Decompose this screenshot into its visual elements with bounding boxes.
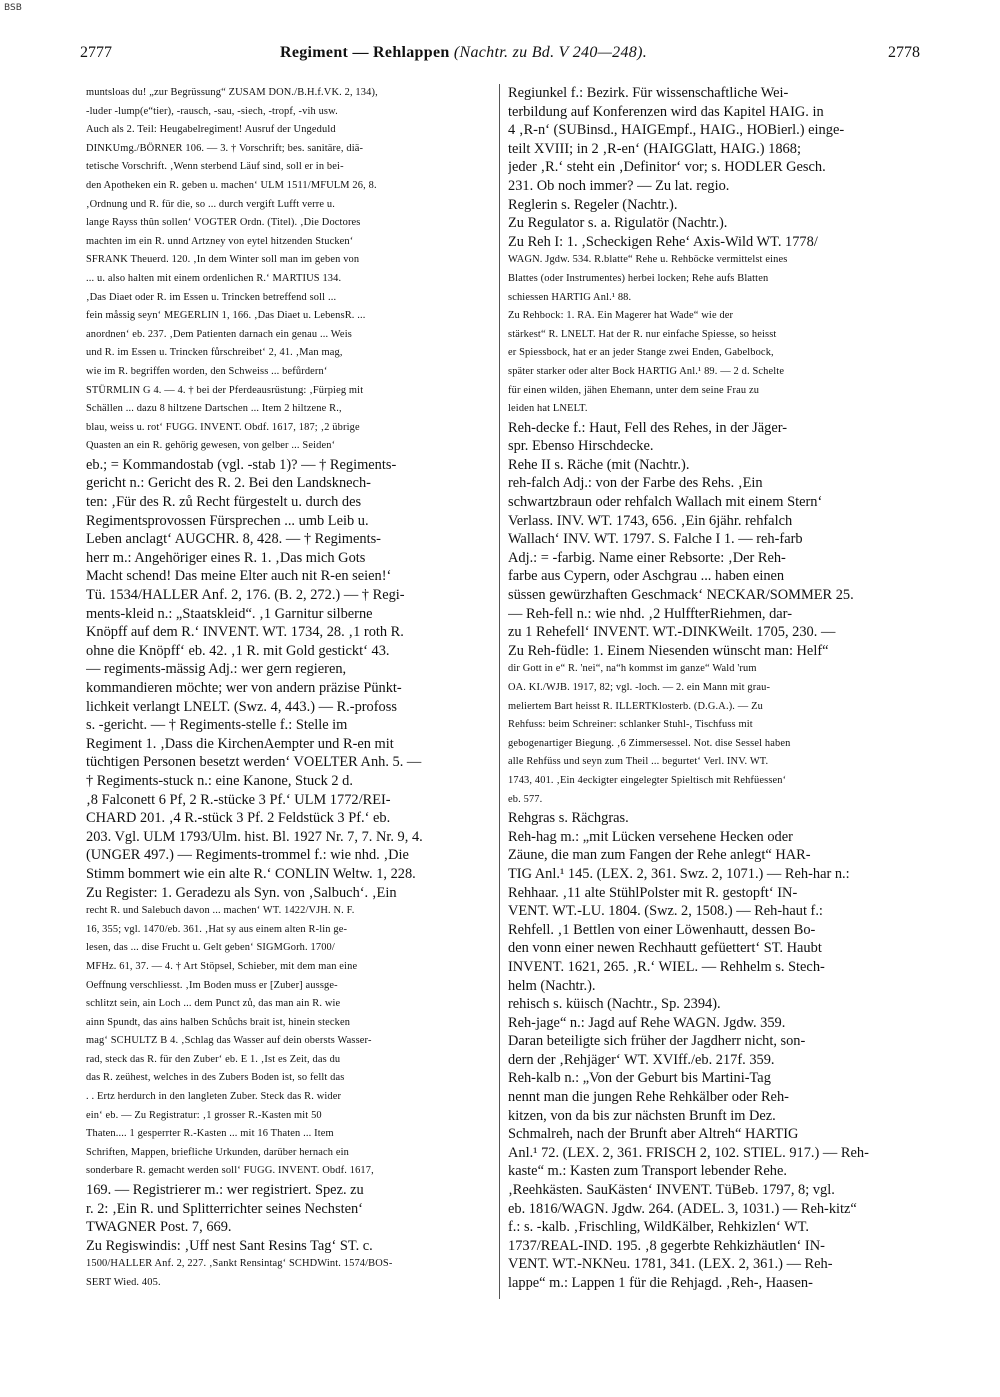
left-column-text-line: ... u. also halten mit einem ordenlichen R.‘ MARTIUS 134. <box>86 272 342 284</box>
left-column-text-line: 16, 355; vgl. 1470/eb. 361. ‚Hat sy aus einem alten R-lin ge- <box>86 923 348 935</box>
left-column-text-line: Macht schend! Das meine Elter auch nit R-en seien!‘ <box>86 568 392 585</box>
left-column-text-line: Stimm bommert wie ein alte R.‘ CONLIN Weltw. 1, 228. <box>86 865 416 882</box>
right-column-text-line: schwartzbraun oder rehfalch Wallach mit einem Stern‘ <box>508 494 823 511</box>
right-column-text-line: teilt XVIII; in 2 ‚R-en‘ (HAIGGlatt, HAIG.) 1868; <box>508 140 801 157</box>
right-column-text-line: Rehe II s. Räche (mit (Nachtr.). <box>508 456 690 473</box>
right-column-text-line: lappe“ m.: Lappen 1 für die Rehjagd. ‚Reh-, Haasen- <box>508 1275 813 1291</box>
left-column-text-line: 1500/HALLER Anf. 2, 227. ‚Sankt Rensintag‘ SCHDWint. 1574/BOS- <box>86 1258 393 1270</box>
left-column-text-line: kommandieren möchte; wer von andern präzise Pünkt- <box>86 680 402 696</box>
left-column-text-line: Zu Regiswindis: ‚Uff nest Sant Resins Tag‘ ST. c. <box>86 1237 373 1254</box>
right-column-text-line: süssen gewürzhaften Geschmack‘ NECKAR/SOMMER 25. <box>508 587 854 604</box>
right-column-text-line: terbildung auf Konferenzen wird das Kapitel HAIG. in <box>508 103 824 120</box>
right-column-text-line: — Reh-fell n.: wie nhd. ‚2 HulffterRiehmen, dar- <box>508 605 792 622</box>
right-column-text-line: Adj.: = -farbig. Name einer Rebsorte: ‚Der Reh- <box>508 549 786 566</box>
right-column-text-line: Verlass. INV. WT. 1743, 656. ‚Ein 6jähr. rehfalch <box>508 512 793 529</box>
left-column-text-line: ments-kleid n.: „Staatskleid“. ‚1 Garnitur silberne <box>86 605 373 622</box>
right-column-text-line: reh-falch Adj.: von der Farbe des Rehs. ‚Ein <box>508 475 763 492</box>
left-column-text-line: Quasten an ein R. gehörig gewesen, von gelber ... Seiden‘ <box>86 440 336 452</box>
right-column-text-line: später starker oder alter Bock HARTIG Anl.¹ 89. — 2 d. Schelte <box>508 365 785 377</box>
right-column-text-line: eb. 1816/WAGN. Jgdw. 264. (ADEL. 3, 1031.) — Reh-kitz“ <box>508 1200 857 1217</box>
right-column-text-line: Wallach‘ INV. WT. 1797. S. Falche I 1. — reh-farb <box>508 531 803 548</box>
right-column-text-line: Daran beteiligte sich früher der Jagdherr nicht, son- <box>508 1033 806 1050</box>
left-column-text-line: tetische Vorschrift. ‚Wenn sterbend Läuf sind, soll er in bei- <box>86 161 344 173</box>
right-column-text-line: Reh-decke f.: Haut, Fell des Rehes, in der Jäger- <box>508 419 788 436</box>
left-column-text-line: eb.; = Kommandostab (vgl. -stab 1)? — † Regiments- <box>86 456 397 473</box>
right-column-text-line: Rehfuss: beim Schreiner: schlanker Stuhl-, Tischfuss mit <box>508 719 753 731</box>
right-column-text-line: Rehgras s. Rächgras. <box>508 810 629 827</box>
left-column-text-line: Knöpff auf dem R.‘ INVENT. WT. 1734, 28. ‚1 roth R. <box>86 624 404 641</box>
right-column-text-line: VENT. WT.-LU. 1804. (Swz. 2, 1508.) — Reh-haut f.: <box>508 903 823 920</box>
left-column-text-line: anordnen‘ eb. 237. ‚Dem Patienten darnach ein genau ... Weis <box>86 328 352 340</box>
right-column-text-line: WAGN. Jgdw. 534. R.blatte“ Rehe u. Rehböcke vermittelst eines <box>508 254 788 266</box>
left-column-text-line: SFRANK Theuerd. 120. ‚In dem Winter soll man im geben von <box>86 254 360 266</box>
right-column-text-line: kitzen, von da bis zur nächsten Brunft im Dez. <box>508 1107 776 1124</box>
page-number-left: 2777 <box>80 44 112 61</box>
left-column-text-line: recht R. und Salebuch davon ... machen‘ WT. 1422/VJH. N. F. <box>86 905 355 917</box>
right-column-text-line: nennt man die jungen Rehe Rehkälber oder Reh- <box>508 1089 789 1106</box>
left-column-text-line: wie im R. begriffen worden, den Schweiss ... befůrdern‘ <box>86 365 328 377</box>
right-column-text-line: Reh-jage“ n.: Jagd auf Rehe WAGN. Jgdw. 359. <box>508 1014 786 1031</box>
running-title-subtitle: (Nachtr. zu Bd. V 240—248). <box>453 44 648 61</box>
right-column <box>508 84 918 1293</box>
right-column-text-line: eb. 577. <box>508 793 543 805</box>
left-column-text-line: ainn Spundt, das ains halben Schůchs brait ist, hinein stecken <box>86 1016 351 1028</box>
column-divider <box>499 84 500 1299</box>
right-column-text-line: kaste“ m.: Kasten zum Transport lebender Rehe. <box>508 1163 787 1180</box>
left-column-text-line: Regimentsprovossen Fürsprechen ... umb Leib u. <box>86 512 369 529</box>
left-column-text-line: tüchtigen Personen besetzt werden‘ VOELTER Anh. 5. — <box>86 754 422 771</box>
right-column-text-line: Reglerin s. Regeler (Nachtr.). <box>508 196 678 213</box>
left-column-text-line: herr m.: Angehöriger eines R. 1. ‚Das mich Gots <box>86 549 366 566</box>
right-column-text-line: Rehhaar. ‚11 alte StühlPolster mit R. gestopft‘ IN- <box>508 884 798 901</box>
left-column-text-line: mag‘ SCHULTZ B 4. ‚Schlag das Wasser auf dein obersts Wasser- <box>86 1035 372 1047</box>
right-column-text-line: ‚Reehkästen. SauKästen‘ INVENT. TüBeb. 1797, 8; vgl. <box>508 1182 835 1199</box>
page-number-right: 2778 <box>888 44 920 61</box>
left-column-text-line: muntsloas du! „zur Begrüssung“ ZUSAM DON./B.H.f.VK. 2, 134), <box>86 87 378 98</box>
left-column-text-line: Thaten.... 1 gesperrter R.-Kasten ... mit 16 Thaten ... Item <box>86 1128 334 1140</box>
left-column-text-line: Auch als 2. Teil: Heugabelregiment! Ausruf der Ungeduld <box>86 124 336 136</box>
right-column-text-line: Schmalreh, nach der Brunft aber Altreh“ HARTIG <box>508 1126 799 1143</box>
running-title <box>280 44 647 62</box>
left-column-text-line: r. 2: ‚Ein R. und Splitterrichter seines Nechsten‘ <box>86 1200 363 1217</box>
left-column-text-line: ‚Ordnung und R. für die, so ... durch vergift Lufft verre u. <box>86 198 335 210</box>
left-column-text-line: MFHz. 61, 37. — 4. † Art Stöpsel, Schieber, mit dem man eine <box>86 960 358 972</box>
right-column-text-line: Regiunkel f.: Bezirk. Für wissenschaftliche Wei- <box>508 85 789 101</box>
left-column-text-line: das R. zeühest, welches in des Zubers Boden ist, so fellt das <box>86 1072 345 1084</box>
left-column-text-line: ohne die Knöpff‘ eb. 42. ‚1 R. mit Gold gestickt‘ 43. <box>86 642 390 659</box>
right-column-text-line: den vonn einer newen Rechhautt gefüettert‘ ST. Haubt <box>508 940 822 957</box>
right-column-text-line: stärkest“ R. LNELT. Hat der R. nur einfache Spiesse, so heisst <box>508 328 777 340</box>
left-column-text-line: lange Rayss thûn sollen‘ VOGTER Ordn. (Titel). ‚Die Doctores <box>86 217 361 229</box>
left-column-text-line: CHARD 201. ‚4 R.-stück 3 Pf. 2 Feldstück 3 Pf.‘ eb. <box>86 810 391 827</box>
right-column-text-line: 4 ‚R-n‘ (SUBinsd., HAIGEmpf., HAIG., HOBierl.) einge- <box>508 122 845 139</box>
left-column-text-line: — regiments-mässig Adj.: wer gern regieren, <box>86 661 347 678</box>
left-column <box>86 84 494 1293</box>
left-column-text-line: den Apotheken ein R. geben u. machen‘ ULM 1511/MFULM 26, 8. <box>86 179 377 191</box>
left-column-text-line: Zu Register: 1. Geradezu als Syn. von ‚Salbuch‘. ‚Ein <box>86 884 397 901</box>
right-column-text-line: meliertem Bart heisst R. ILLERTKlosterb. (D.G.A.). — Zu <box>508 700 763 712</box>
right-column-text-line: Rehfell. ‚1 Bettlen von einer Löwenhautt, dessen Bo- <box>508 921 816 938</box>
right-column-text-line: INVENT. 1621, 265. ‚R.‘ WIEL. — Rehhelm s. Stech- <box>508 958 825 975</box>
left-column-text-line: Regiment 1. ‚Dass die KirchenAempter und R-en mit <box>86 735 394 752</box>
right-column-text-line: alle Rehfüss und seyn zum Theil ... begurtet‘ Verl. INV. WT. <box>508 756 769 768</box>
left-column-text-line: Schällen ... dazu 8 hiltzene Dartschen ... Item 2 hiltzene R., <box>86 403 342 415</box>
right-column-text-line: 231. Ob noch immer? — Zu lat. regio. <box>508 177 730 194</box>
left-column-text-line: STÜRMLIN G 4. — 4. † bei der Pferdeausrüstung: ‚Fürpieg mit <box>86 384 364 396</box>
right-column-text-line: zu 1 Rehefell‘ INVENT. WT.-DINKWeilt. 1705, 230. — <box>508 624 836 641</box>
left-column-text-line: blau, weiss u. rot‘ FUGG. INVENT. Obdf. 1617, 187; ‚2 übrige <box>86 421 360 433</box>
left-column-text-line: Tü. 1534/HALLER Anf. 2, 176. (B. 2, 272.) — † Regi- <box>86 587 405 604</box>
left-column-text-line: Schriften, Mappen, briefliche Urkunden, darüber hernach ein <box>86 1146 350 1158</box>
right-column-text-line: helm (Nachtr.). <box>508 977 596 994</box>
right-column-text-line: f.: s. -kalb. ‚Frischling, WildKälber, Rehkizlen‘ WT. <box>508 1219 809 1236</box>
right-column-text-line: farbe aus Cypern, oder Aschgrau ... haben einen <box>508 568 785 585</box>
right-column-text-line: gebogenartiger Biegung. ‚6 Zimmersessel. Not. dise Sessel haben <box>508 737 791 749</box>
left-column-text-line: DINKUmg./BÖRNER 106. — 3. † Vorschrift; bes. sanitäre, diä- <box>86 142 364 154</box>
right-column-text-line: Reh-hag m.: „mit Lücken versehene Hecken oder <box>508 828 793 845</box>
right-column-text-line: Zu Rehbock: 1. RA. Ein Magerer hat Wade“ wie der <box>508 310 734 322</box>
left-column-text-line: -luder -lump(e“tier), -rausch, -sau, -siech, -tropf, -vih usw. <box>86 105 338 117</box>
right-column-text-line: 1737/REAL-IND. 195. ‚8 gegerbte Rehkizhäutlen‘ IN- <box>508 1237 825 1254</box>
left-column-text-line: ten: ‚Für des R. zů Recht fürgestelt u. durch des <box>86 494 362 511</box>
left-column-text-line: Leben anclagt‘ AUGCHR. 8, 428. — † Regiments- <box>86 531 381 548</box>
left-column-text-line: . . Ertz herdurch in den langleten Zuber. Steck das R. wider <box>86 1091 342 1103</box>
right-column-text-line: VENT. WT.-NKNeu. 1781, 341. (LEX. 2, 361.) — Reh- <box>508 1256 833 1273</box>
right-column-text-line: er Spiessbock, hat er an jeder Stange zwei Enden, Gabelbock, <box>508 347 774 359</box>
left-column-text-line: sonderbare R. gemacht werden soll‘ FUGG. INVENT. Obdf. 1617, <box>86 1165 374 1177</box>
library-stamp: BSB <box>4 3 22 13</box>
right-column-text-line: rehisch s. küisch (Nachtr., Sp. 2394). <box>508 996 721 1013</box>
left-column-text-line: TWAGNER Post. 7, 669. <box>86 1219 232 1236</box>
right-column-text-line: Zäune, die man zum Fangen der Rehe anlegt“ HAR- <box>508 847 811 864</box>
right-column-text-line: 1743, 401. ‚Ein 4eckigter eingelegter Spieltisch mit Rehfüessen‘ <box>508 774 787 786</box>
right-column-text-line: TIG Anl.¹ 145. (LEX. 2, 361. Swz. 2, 1071.) — Reh-har n.: <box>508 865 850 882</box>
left-column-text-line: 169. — Registrierer m.: wer registriert. Spez. zu <box>86 1182 364 1199</box>
running-title-main: Regiment — Rehlappen <box>280 44 450 61</box>
left-column-text-line: und R. im Essen u. Trincken fůrschreibet‘ 2, 41. ‚Man mag, <box>86 347 343 359</box>
right-column-text-line: schiessen HARTIG Anl.¹ 88. <box>508 291 632 303</box>
right-column-text-line: Reh-kalb n.: „Von der Geburt bis Martini-Tag <box>508 1070 771 1087</box>
left-column-text-line: ‚Das Diaet oder R. im Essen u. Trincken betreffend soll ... <box>86 291 337 303</box>
left-column-text-line: lesen, das ... dise Frucht u. Gelt geben‘ SIGMGorh. 1700/ <box>86 942 335 954</box>
right-column-text-line: Anl.¹ 72. (LEX. 2, 361. FRISCH 2, 102. STIEL. 917.) — Reh- <box>508 1144 869 1161</box>
left-column-text-line: s. -gericht. — † Regiments-stelle f.: Stelle im <box>86 717 348 734</box>
left-column-text-line: fein måssig seyn‘ MEGERLIN 1, 166. ‚Das Diaet u. LebensR. ... <box>86 310 366 322</box>
left-column-text-line: gericht n.: Gericht des R. 2. Bei den Landsknech- <box>86 475 371 492</box>
right-column-text-line: leiden hat LNELT. <box>508 403 588 415</box>
left-column-text-line: † Regiments-stuck n.: eine Kanone, Stuck 2 d. <box>86 772 353 789</box>
left-column-text-line: Oeffnung verschliesst. ‚Im Boden muss er [Zuber] aussge- <box>86 979 338 991</box>
left-column-text-line: SERT Wied. 405. <box>86 1277 161 1288</box>
left-column-text-line: schlitzt sein, ain Loch ... dem Punct zů, das man ain R. wie <box>86 998 341 1010</box>
left-column-text-line: ein‘ eb. — Zu Registratur: ‚1 grosser R.-Kasten mit 50 <box>86 1109 322 1121</box>
left-column-text-line: 203. Vgl. ULM 1793/Ulm. hist. Bl. 1927 Nr. 7, 7. Nr. 9, 4. <box>86 828 423 845</box>
right-column-text-line: für einen wilden, jähen Ehemann, unter dem seine Frau zu <box>508 384 760 396</box>
left-column-text-line: (UNGER 497.) — Regiments-trommel f.: wie nhd. ‚Die <box>86 847 409 864</box>
right-column-text-line: jeder ‚R.‘ steht ein ‚Definitor‘ vor; s. HODLER Gesch. <box>508 159 826 176</box>
right-column-text-line: spr. Ebenso Hirschdecke. <box>508 438 654 455</box>
right-column-text-line: dern der ‚Rehjäger‘ WT. XVIff./eb. 217f. 359. <box>508 1051 775 1068</box>
right-column-text-line: OA. KI./WJB. 1917, 82; vgl. -loch. — 2. ein Mann mit grau- <box>508 682 771 693</box>
right-column-text-line: Zu Reh-füdle: 1. Einem Niesenden wünscht man: Helf“ <box>508 642 829 659</box>
left-column-text-line: lichkeit verlangt LNELT. (Swz. 4, 443.) — R.-profoss <box>86 698 397 715</box>
left-column-text-line: machten im ein R. unnd Artzney von eytel hitzenden Stucken‘ <box>86 235 354 247</box>
left-column-text-line: ‚8 Falconett 6 Pf, 2 R.-stücke 3 Pf.‘ ULM 1772/REI- <box>86 791 391 808</box>
right-column-text-line: Zu Regulator s. a. Rigulatör (Nachtr.). <box>508 215 728 232</box>
left-column-text-line: rad, steck das R. für den Zuber‘ eb. E 1. ‚Ist es Zeit, das du <box>86 1053 341 1065</box>
page-header <box>80 40 920 66</box>
right-column-text-line: Zu Reh I: 1. ‚Scheckigen Rehe‘ Axis-Wild WT. 1778/ <box>508 233 818 250</box>
right-column-text-line: dir Gott in e“ R. 'nei“, na“h kommst im ganze“ Wald 'rum <box>508 663 757 675</box>
right-column-text-line: Blattes (oder Instrumentes) herbei locken; Rehe aufs Blatten <box>508 272 769 284</box>
